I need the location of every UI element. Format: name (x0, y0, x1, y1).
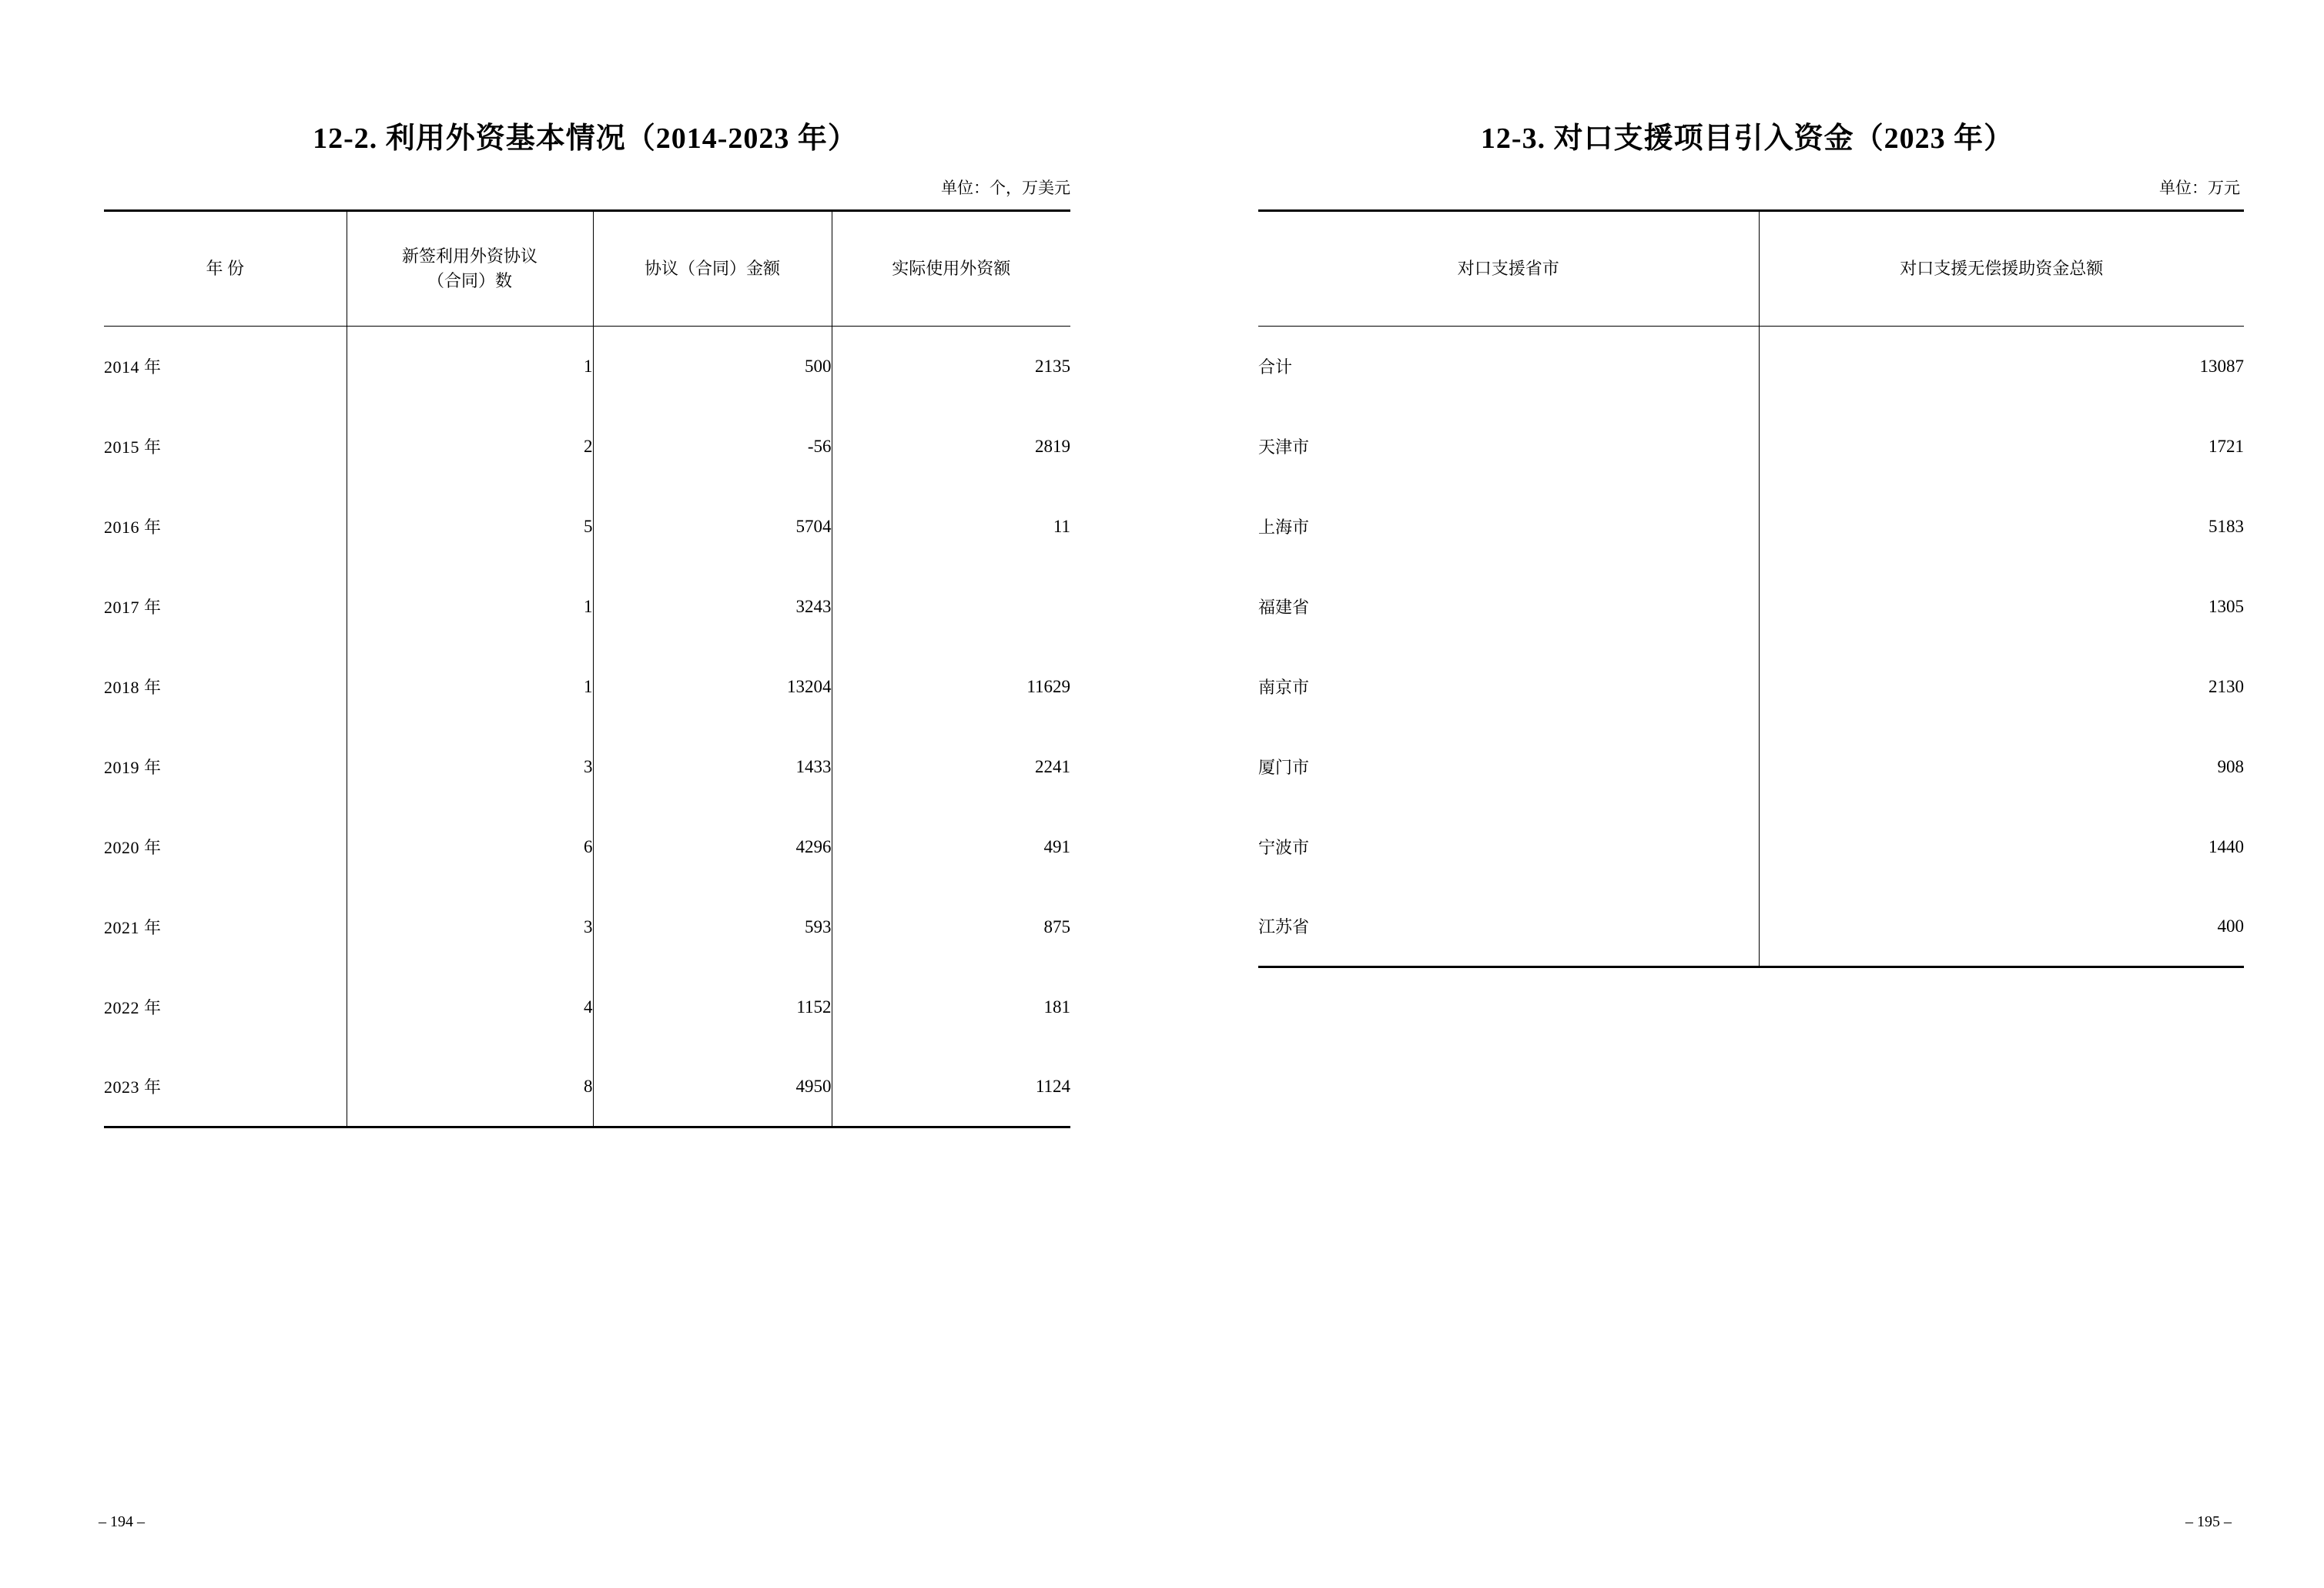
cell-agreements: 4 (347, 967, 593, 1047)
cell-actual (832, 567, 1070, 647)
table-row (1258, 567, 2244, 647)
table-header-row (104, 211, 1070, 327)
cell-amount: 500 (593, 327, 832, 407)
col-header-amount: 协议（合同）金额 (593, 211, 832, 327)
cell-region: 厦门市 (1258, 758, 1310, 777)
cell-actual: 1124 (832, 1047, 1070, 1127)
cell-actual: 2241 (1035, 756, 1070, 776)
cell-aid-amount: 908 (1759, 727, 2244, 807)
cell-year: 2017 年 (104, 598, 162, 617)
table-row (104, 487, 1070, 567)
cell-aid-amount: 1721 (1759, 407, 2244, 487)
table-row (104, 727, 1070, 807)
table-row (1258, 727, 2244, 807)
cell-actual: 2819 (1035, 436, 1070, 456)
cell-amount: -56 (593, 407, 832, 487)
cell-amount: 3243 (593, 567, 832, 647)
cell-amount: 5704 (593, 487, 832, 567)
cell-agreements: 3 (347, 887, 593, 967)
page-title-left: 12-2. 利用外资基本情况（2014-2023 年） (313, 122, 858, 155)
cell-agreements: 1 (347, 647, 593, 727)
cell-actual: 11629 (1026, 676, 1070, 696)
table-row (104, 1047, 1070, 1127)
cell-region: 合计 (1258, 357, 1293, 377)
table-row (104, 647, 1070, 727)
page-number-right: – 195 – (2185, 1513, 2232, 1530)
cell-agreements: 6 (347, 807, 593, 887)
col-header-year: 年 份 (104, 211, 347, 327)
cell-amount: 4296 (593, 807, 832, 887)
cell-region: 上海市 (1258, 518, 1310, 537)
cell-agreements: 8 (347, 1047, 593, 1127)
cell-year: 2014 年 (104, 357, 162, 377)
cell-year: 2016 年 (104, 518, 162, 537)
cell-aid-amount: 1305 (1759, 567, 2244, 647)
table-row (104, 967, 1070, 1047)
cell-agreements: 1 (347, 327, 593, 407)
cell-actual: 11 (1053, 516, 1070, 536)
col-header-agreements (347, 211, 593, 327)
table-row (104, 807, 1070, 887)
table-row (1258, 647, 2244, 727)
cell-region: 福建省 (1258, 598, 1310, 617)
table-row (104, 327, 1070, 407)
cell-aid-amount: 1440 (1759, 807, 2244, 887)
cell-agreements: 5 (347, 487, 593, 567)
page-right (1162, 0, 2324, 1588)
table-row (104, 887, 1070, 967)
cell-region: 天津市 (1258, 437, 1310, 457)
cell-aid-amount: 2130 (1759, 647, 2244, 727)
col-header-actual: 实际使用外资额 (832, 211, 1070, 327)
unit-note-left: 单位：个，万美元 (941, 179, 1070, 197)
cell-amount: 1433 (593, 727, 832, 807)
cell-amount: 4950 (593, 1047, 832, 1127)
cell-actual: 491 (1043, 836, 1070, 856)
table-header-row (1258, 211, 2244, 327)
cell-year: 2015 年 (104, 437, 162, 457)
cell-actual: 875 (1043, 916, 1070, 936)
cell-agreements: 3 (347, 727, 593, 807)
table-row (1258, 327, 2244, 407)
cell-year: 2021 年 (104, 918, 162, 937)
cell-actual: 181 (1043, 997, 1070, 1017)
table-row (104, 407, 1070, 487)
cell-year: 2022 年 (104, 998, 162, 1017)
table-row (104, 567, 1070, 647)
cell-year: 2019 年 (104, 758, 162, 777)
cell-amount: 1152 (593, 967, 832, 1047)
cell-amount: 593 (593, 887, 832, 967)
table-row (1258, 407, 2244, 487)
table-row (1258, 887, 2244, 967)
cell-agreements: 2 (347, 407, 593, 487)
col-header-region: 对口支援省市 (1258, 211, 1759, 327)
col-header-total-aid: 对口支援无偿援助资金总额 (1759, 211, 2244, 327)
table-row (1258, 807, 2244, 887)
cell-aid-amount: 13087 (1759, 327, 2244, 407)
page-number-left: – 194 – (99, 1513, 145, 1530)
cell-actual: 2135 (1035, 356, 1070, 376)
unit-note-right: 单位：万元 (2159, 179, 2240, 197)
aid-funding-table (1258, 209, 2244, 968)
cell-agreements: 1 (347, 567, 593, 647)
cell-region: 江苏省 (1258, 887, 1759, 967)
cell-region: 南京市 (1258, 678, 1310, 697)
col-header-agreements-line2: （合同）数 (427, 271, 512, 290)
foreign-investment-table (104, 209, 1070, 1128)
table-row (1258, 487, 2244, 567)
col-header-agreements-line1: 新签利用外资协议 (401, 246, 537, 266)
cell-aid-amount: 400 (1759, 887, 2244, 967)
page-title-right: 12-3. 对口支援项目引入资金（2023 年） (1480, 122, 2014, 155)
cell-amount: 13204 (593, 647, 832, 727)
cell-year: 2020 年 (104, 838, 162, 857)
cell-region: 宁波市 (1258, 838, 1310, 857)
cell-aid-amount: 5183 (1759, 487, 2244, 567)
cell-year: 2023 年 (104, 1047, 347, 1127)
cell-year: 2018 年 (104, 678, 162, 697)
